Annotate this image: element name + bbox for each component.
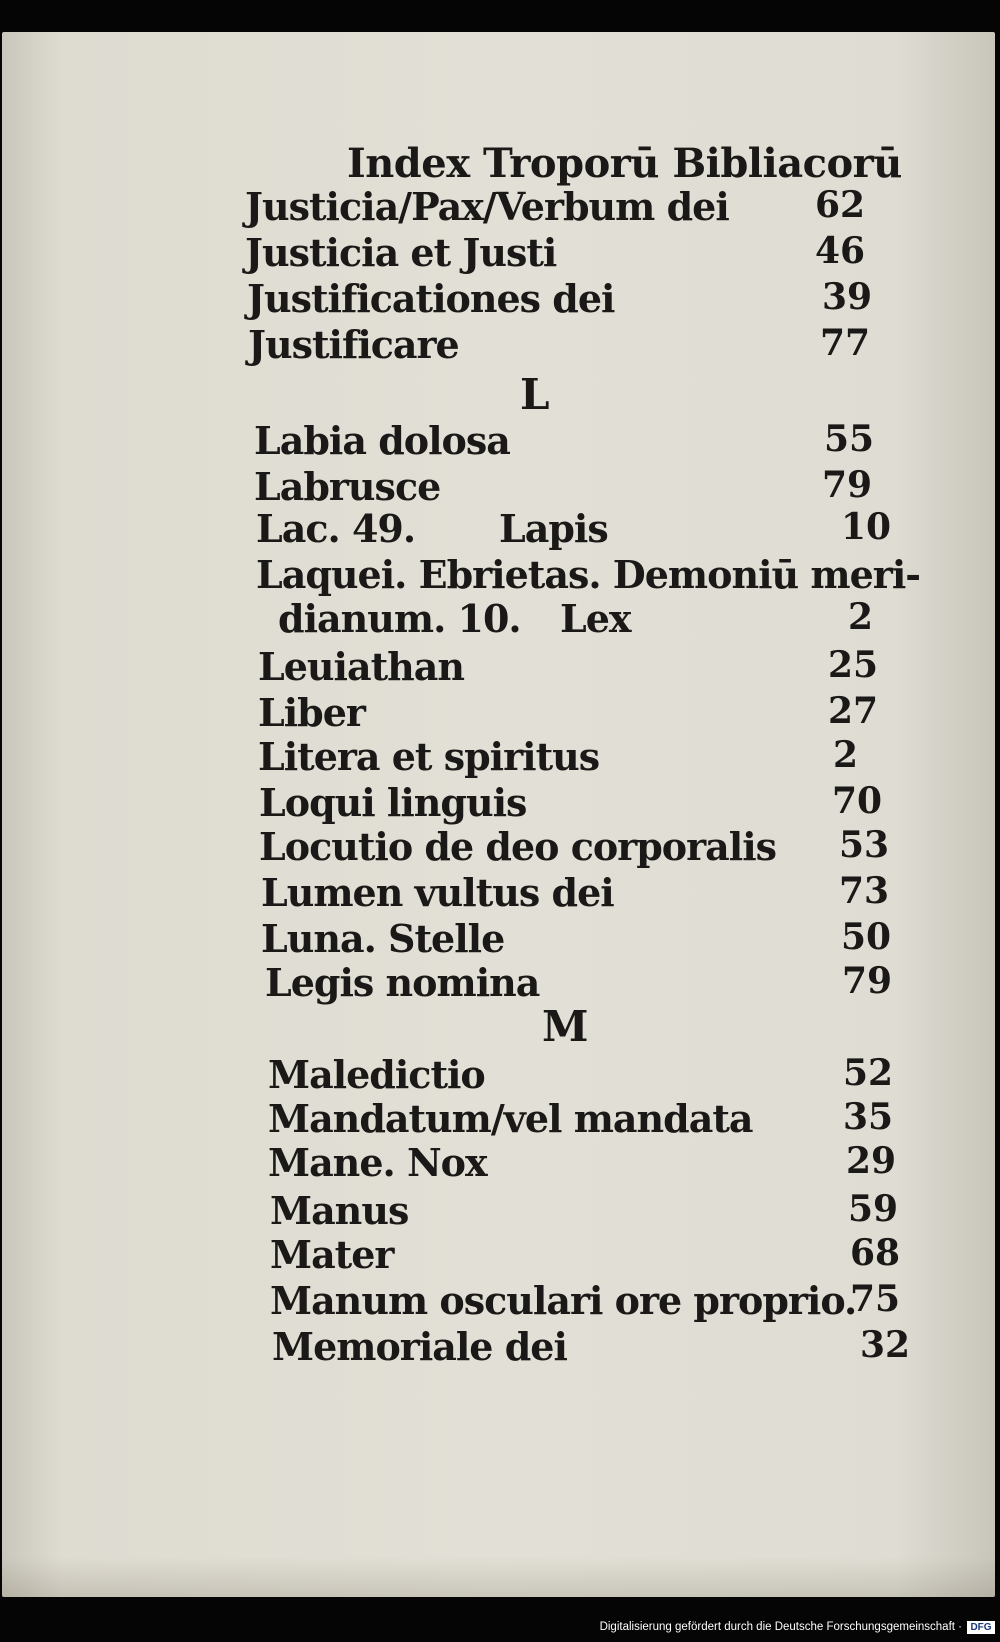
entry-page: 39 xyxy=(822,276,873,318)
entry-page: 25 xyxy=(828,644,879,686)
index-entry xyxy=(268,1052,898,1098)
footer-bar xyxy=(0,1597,1000,1642)
entry-page: 59 xyxy=(848,1188,899,1230)
entry-page: 35 xyxy=(843,1096,894,1138)
dfg-logo: DFG xyxy=(967,1621,995,1634)
index-entry xyxy=(256,552,921,598)
entry-title: Loqui linguis xyxy=(259,780,527,825)
entry-inline-term: Lex xyxy=(560,596,631,641)
entry-title: Memoriale dei xyxy=(272,1324,567,1369)
index-entry xyxy=(268,1096,898,1142)
entry-page: 27 xyxy=(828,690,879,732)
entry-title: Laquei. Ebrietas. Demoniū meri- xyxy=(256,552,921,597)
entry-page: 68 xyxy=(850,1232,901,1274)
entry-page: 79 xyxy=(842,960,893,1002)
entry-page: 53 xyxy=(839,824,890,866)
index-entry xyxy=(256,506,892,552)
entry-title: Luna. Stelle xyxy=(261,916,505,961)
entry-title: Maledictio xyxy=(268,1052,485,1097)
index-entry-continuation xyxy=(278,596,888,642)
entry-title: Mane. Nox xyxy=(268,1140,487,1185)
index-entry xyxy=(247,276,877,322)
entry-page: 52 xyxy=(843,1052,894,1094)
index-entry xyxy=(259,824,889,870)
entry-page: 46 xyxy=(815,230,866,272)
index-entry xyxy=(254,418,884,464)
index-entry xyxy=(265,960,895,1006)
entry-title: dianum. 10. xyxy=(278,596,521,641)
entry-title: Lac. 49. xyxy=(256,506,416,551)
index-entry xyxy=(261,870,891,916)
index-entry xyxy=(261,916,891,962)
entry-page: 29 xyxy=(846,1140,897,1182)
entry-title: Labia dolosa xyxy=(254,418,510,463)
entry-page: 79 xyxy=(822,464,873,506)
entry-title: Manum osculari ore proprio. xyxy=(270,1278,857,1323)
index-entry xyxy=(270,1188,900,1234)
index-entry xyxy=(268,1140,898,1186)
entry-title: Mandatum/vel mandata xyxy=(268,1096,753,1141)
index-entry xyxy=(254,464,884,510)
entry-title: Justificare xyxy=(248,322,459,367)
index-entry xyxy=(245,230,875,276)
entry-page: 62 xyxy=(815,184,866,226)
entry-title: Legis nomina xyxy=(265,960,540,1005)
entry-page: 55 xyxy=(824,418,875,460)
entry-title: Liber xyxy=(258,690,365,735)
index-entry xyxy=(248,322,878,368)
index-entry xyxy=(258,690,888,736)
entry-title: Justicia/Pax/Verbum dei xyxy=(245,184,729,229)
index-entry xyxy=(272,1324,911,1370)
entry-page: 32 xyxy=(860,1324,911,1366)
index-entry xyxy=(245,184,875,230)
entry-page: 2 xyxy=(833,734,859,776)
footer-credit: Digitalisierung gefördert durch die Deutsche Forschungsgemeinschaft · xyxy=(599,1621,962,1633)
entry-title: Leuiathan xyxy=(258,644,465,689)
entry-title: Lumen vultus dei xyxy=(261,870,614,915)
book-page xyxy=(2,32,995,1597)
entry-page: 73 xyxy=(839,870,890,912)
section-letter: L xyxy=(520,370,550,419)
entry-page: 50 xyxy=(841,916,892,958)
section-letter: M xyxy=(542,1002,589,1051)
entry-title: Justificationes dei xyxy=(247,276,615,321)
entry-page: 70 xyxy=(832,780,883,822)
index-entry xyxy=(270,1278,900,1324)
entry-page: 2 xyxy=(848,596,874,638)
page-header: Index Troporū Bibliacorū xyxy=(347,140,902,187)
entry-title: Litera et spiritus xyxy=(258,734,600,779)
entry-inline-term: Lapis xyxy=(499,506,608,551)
index-entry xyxy=(259,780,889,826)
index-entry xyxy=(258,644,888,690)
entry-title: Labrusce xyxy=(254,464,441,509)
entry-page: 75 xyxy=(850,1278,901,1320)
entry-page: 77 xyxy=(820,322,871,364)
entry-title: Locutio de deo corporalis xyxy=(259,824,777,869)
entry-title: Justicia et Justi xyxy=(245,230,557,275)
index-entry xyxy=(270,1232,900,1278)
entry-title: Manus xyxy=(270,1188,409,1233)
entry-page: 10 xyxy=(841,506,892,548)
index-entry xyxy=(258,734,888,780)
entry-title: Mater xyxy=(270,1232,394,1277)
